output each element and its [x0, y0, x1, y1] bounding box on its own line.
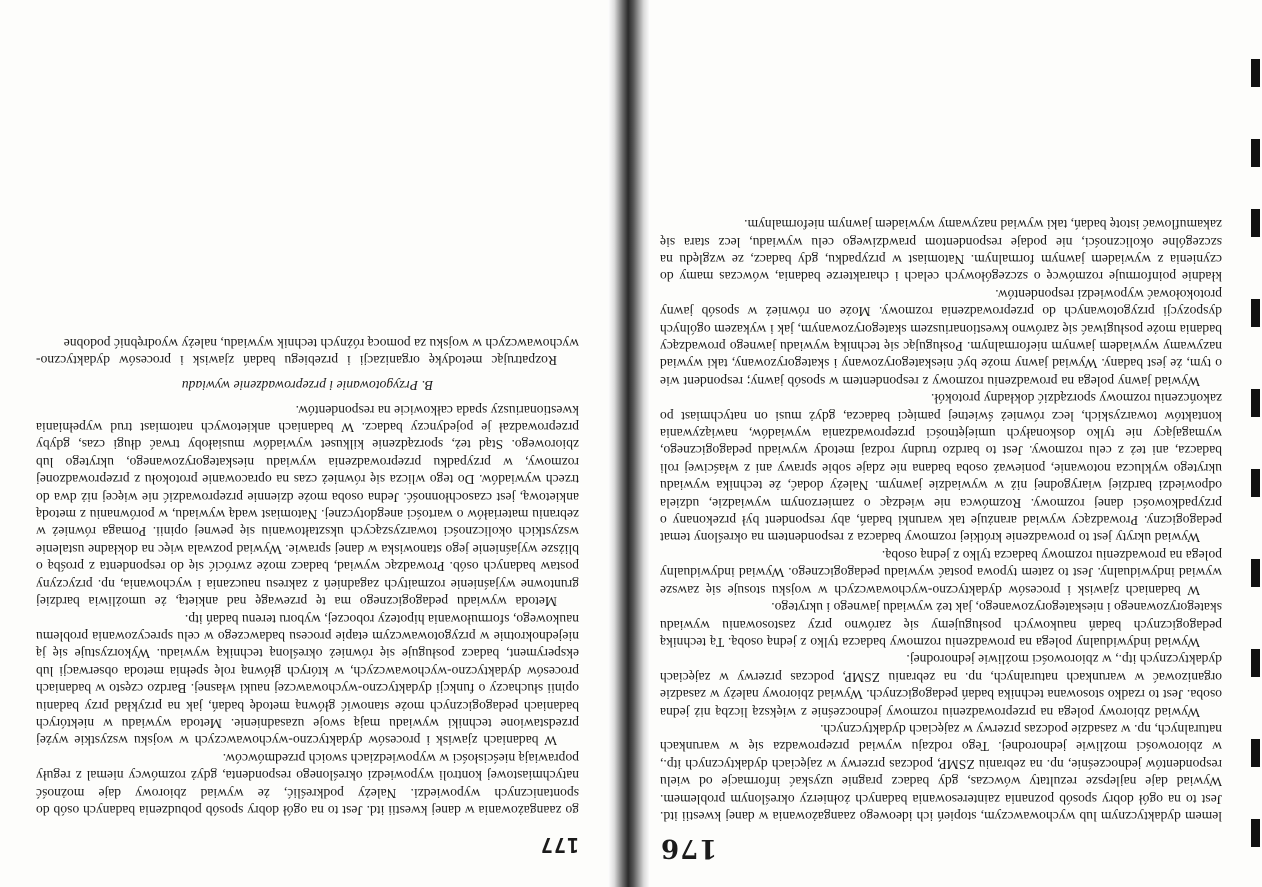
edge-mark: [1251, 819, 1260, 847]
edge-mark: [1251, 389, 1260, 417]
edge-mark: [1251, 209, 1260, 237]
paragraph: lemem dydaktycznym lub wychowawczym, stopień ich ideowego zaangażowania w danej kwestii itd. Jest to na ogół dobry sposób poznania zainteresowania badanych żołnierzy określonym problemem. Wywiad daje najlepsze rezultaty wówczas, gdy badacz pragnie uzyskać informacje od wielu respondentów jednocześnie, np. na zebraniu ZSMP, podczas przerwy w zajęciach dydaktycznych itp., w zbiorowości możliwie jednorodnej. Tego rodzaju wywiad przeprowadza się w warunkach naturalnych, np. w zasadzie podczas przerwy w zajęciach dydaktycznych.: [660, 721, 1222, 824]
edge-mark: [1251, 299, 1260, 327]
paragraph: go zaangażowania w danej kwestii itd. Jest to na ogół dobry sposób pobudzenia badanych osób do spontanicznych wypowiedzi. Należy podkreślić, że wywiad zbiorowy daje możność natychmiastowej kontroli wypowiedzi określonego respondenta, gdyż rozmówcy niemal z reguły poprawiają nieścisłości w wypowiedziach swoich przedmówców.: [36, 750, 579, 818]
page-number: 176: [660, 833, 718, 863]
paragraph: W badaniach zjawisk i procesów dydaktyczno-wychowawczych w wojsku wszystkie wyżej przedstawione techniki wywiadu mają swoje uzasadnienie. Metoda wywiadu w niektórych badaniach pedagogicznych może stanowić główną metodę badań, jak na przykład przy badaniu opinii słuchaczy o funkcji dydaktyczno-wychowawczej nauki własnej. Bardzo często w badaniach procesów dydaktyczno-wychowawczych, w których główną rolę spełnia metoda obserwacji lub eksperyment, badacz posługuje się również określoną techniką wywiadu. Wykorzystuje się ją niejednokrotnie w przygotowawczym etapie procesu badawczego w celu sprecyzowania problemu naukowego, sformułowania hipotezy roboczej, wyboru terenu badań itp.: [36, 611, 579, 749]
paragraph: Metoda wywiadu pedagogicznego ma tę przewagę nad ankietą, że umożliwia bardziej gruntowne wyjaśnienie rozmaitych zagadnień z zakresu nauczania i wychowania, np. przyczyny postaw badanych osób. Prowadząc wywiad, badacz może zwrócić się do respondenta z prośbą o bliższe wyjaśnienie jego stanowiska w danej sprawie. Wywiad pozwala więc na dokładne ustalenie wszystkich okoliczności towarzyszących ukształtowaniu się pewnej opinii. Pomaga również w zebraniu materiałów o wartości anegdotycznej. Natomiast wadą wywiadu, w porównaniu z metodą ankietową, jest czasochłonność. Jedna osoba może dziennie przeprowadzić nie więcej niż dwa do trzech wywiadów. Do tego wlicza się również czas na opracowanie protokołu z przeprowadzonej rozmowy, w przypadku przeprowadzenia wywiadu nieskategoryzowanego, ukrytego lub zbiorowego. Stąd też, sporządzenie kilkuset wywiadów musiałoby trwać długi czas, gdyby przeprowadzał je pojedynczy badacz. W badaniach ankietowych natomiast trud wypełniania kwestionariuszy spada całkowicie na respondentów.: [36, 402, 579, 610]
edge-mark: [1251, 559, 1260, 587]
page-176: [632, 0, 1262, 887]
paragraph: Rozpatrując metodykę organizacji i przebiegu badań zjawisk i procesów dydaktyczno-wychowawczych w wojsku za pomocą różnych technik wywiadu, należy wyodrębnić podobne: [36, 335, 579, 369]
edge-mark: [1251, 649, 1260, 677]
scan-edge-marks: [1248, 0, 1262, 887]
paragraph: Wywiad jawny polega na prowadzeniu rozmowy z respondentem w sposób jawny; respondent wie o tym, że jest badany. Wywiad jawny może być nieskategoryzowany i skategoryzowany, taki wywiad nazywamy wywiadem jawnym nieformalnym. Posługując się techniką wywiadu jawnego prowadzący badania może posługiwać się zarówno kwestionariuszem skategoryzowanym, jak i wykazem ogólnych dyspozycji przygotowanych do przeprowadzenia rozmowy. Może on również w sposób jawny protokołować wypowiedzi respondentów.: [660, 286, 1222, 389]
edge-mark: [1251, 469, 1260, 497]
paragraph: Wywiad indywidualny polega na prowadzeniu rozmowy badacza tylko z jedną osobą. Tą techniką pedagogicznych badań naukowych posługujemy się zarówno przy zastosowaniu wywiadu skategoryzowanego i nieskategoryzowanego, jak też wywiadu jawnego i ukrytego.: [660, 600, 1222, 650]
edge-mark: [1251, 739, 1260, 767]
paragraph: W badaniach zjawisk i procesów dydaktyczno-wychowawczych w wojsku stosuje się zawsze wywiad indywidualny. Jest to zatem typowa postać wywiadu pedagogicznego. Wywiad indywidualny polega na prowadzeniu rozmowy badacza tylko z jedną osobą.: [660, 547, 1222, 598]
edge-mark: [1251, 139, 1260, 167]
section-title: B. Przygotowanie i przeprowadzenie wywiadu: [181, 378, 434, 394]
paragraph: Wywiad ukryty jest to prowadzenie krótkiej rozmowy badacza z respondentem na określony temat pedagogiczny. Prowadzący wywiad aranżuje tak warunki badań, aby respondent był przekonany o przypadkowości danej rozmowy. Rozmówca nie wiedząc o zamierzonym wywiadzie, udziela odpowiedzi bardziej wiarygodnej niż w wywiadzie jawnym. Należy dodać, że technika wywiadu ukrytego wyklucza notowanie, ponieważ osoba badana nie zdaje sobie sprawy ani z właściwej roli badacza, ani też z celu rozmowy. Jest to bardzo trudny rodzaj metody wywiadu pedagogicznego, wymagający nie tylko doskonałych umiejętności przeprowadzania wywiadów, nawiązywania kontaktów towarzyskich, lecz również świetnej pamięci badacza, gdyż musi on natychmiast po zakończeniu rozmowy sporządzić dokładny protokół.: [660, 391, 1222, 546]
paragraph: kładnie poinformuje rozmówcę o szczegółowych celach i charakterze badania, wówczas mamy do czynienia z wywiadem jawnym formalnym. Natomiast w przypadku, gdy badacz, ze względu na szczególne okoliczności, nie podaje respondentom prawdziwego celu wywiadu, lecz stara się zakamuflować istotę badań, taki wywiad nazywamy wywiadem jawnym nieformalnym.: [660, 217, 1222, 285]
edge-mark: [1251, 59, 1260, 87]
page-number: 177: [539, 833, 579, 857]
paragraph: Wywiad zbiorowy polega na przeprowadzeniu rozmowy jednocześnie z większą liczbą niż jedna osoba. Jest to rzadko stosowana technika badań pedagogicznych. Wywiad zbiorowy należy w zasadzie organizować w warunkach naturalnych, np. na zebraniu ZSMP, podczas przerwy w zajęciach dydaktycznych itp., w zbiorowości możliwie jednorodnej.: [660, 652, 1222, 720]
page-177: [0, 0, 607, 887]
